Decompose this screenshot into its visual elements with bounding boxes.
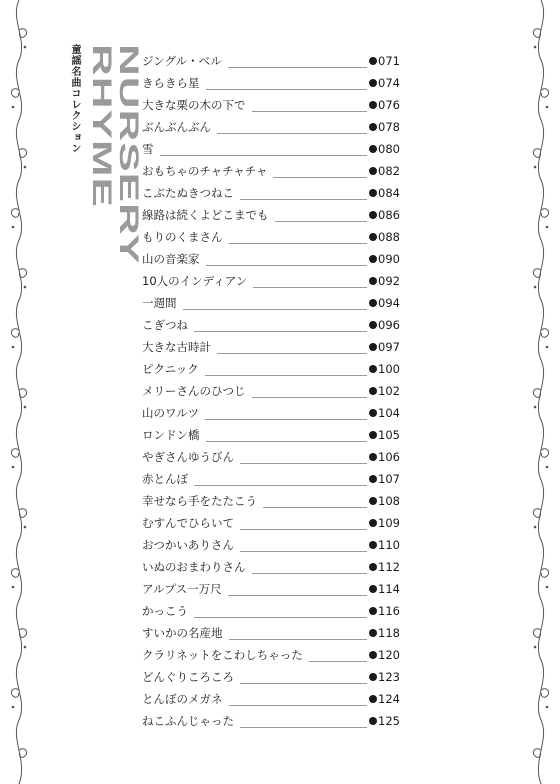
- toc-entry-page: 102: [378, 384, 400, 398]
- toc-entry[interactable]: [142, 138, 404, 160]
- toc-entry[interactable]: [142, 402, 404, 424]
- toc-entry[interactable]: [142, 644, 404, 666]
- toc-entry-page: 118: [378, 626, 400, 640]
- side-subtitle: 童謡名曲コレクション: [69, 44, 80, 154]
- bullet-dot-icon: [369, 79, 377, 87]
- toc-entry[interactable]: [142, 160, 404, 182]
- toc-entry[interactable]: [142, 50, 404, 72]
- toc-entry-title: いぬのおまわりさん: [142, 560, 246, 574]
- toc-entry-page: 104: [378, 406, 400, 420]
- toc-entry-title: かっこう: [142, 604, 188, 618]
- bullet-dot-icon: [369, 387, 377, 395]
- toc-entry-page: 080: [378, 142, 400, 156]
- toc-leader-line: [206, 441, 368, 442]
- toc-entry-title: クラリネットをこわしちゃった: [142, 648, 303, 662]
- toc-leader-line: [229, 243, 368, 244]
- toc-entry-title: おつかいありさん: [142, 538, 234, 552]
- toc-entry[interactable]: [142, 72, 404, 94]
- toc-leader-line: [252, 111, 368, 112]
- toc-leader-line: [228, 595, 367, 596]
- bullet-dot-icon: [369, 563, 377, 571]
- toc-entry-page: 112: [378, 560, 400, 574]
- toc-entry-title: 雪: [142, 142, 154, 156]
- bullet-dot-icon: [369, 101, 377, 109]
- bullet-dot-icon: [369, 57, 377, 65]
- toc-entry-page: 100: [378, 362, 400, 376]
- toc-entry[interactable]: [142, 666, 404, 688]
- toc-entry-page: 110: [378, 538, 400, 552]
- toc-entry-page: 123: [378, 670, 400, 684]
- toc-entry-page: 090: [378, 252, 400, 266]
- toc-leader-line: [240, 199, 367, 200]
- toc-leader-line: [206, 265, 368, 266]
- toc-entry-title: おもちゃのチャチャチャ: [142, 164, 268, 178]
- toc-entry[interactable]: [142, 578, 404, 600]
- toc-entry-page: 116: [378, 604, 400, 618]
- toc-entry-title: ねこふんじゃった: [142, 714, 234, 728]
- toc-entry-page: 125: [378, 714, 400, 728]
- toc-entry[interactable]: [142, 512, 404, 534]
- toc-entry[interactable]: [142, 182, 404, 204]
- toc-entry-page: 108: [378, 494, 400, 508]
- toc-entry[interactable]: [142, 534, 404, 556]
- bullet-dot-icon: [369, 453, 377, 461]
- table-of-contents: [142, 50, 404, 732]
- toc-entry-title: ロンドン橋: [142, 428, 200, 442]
- bullet-dot-icon: [369, 409, 377, 417]
- bullet-dot-icon: [369, 145, 377, 153]
- toc-entry-title: 大きな栗の木の下で: [142, 98, 246, 112]
- toc-leader-line: [205, 419, 367, 420]
- toc-entry-title: こぎつね: [142, 318, 188, 332]
- toc-entry[interactable]: [142, 358, 404, 380]
- toc-entry[interactable]: [142, 336, 404, 358]
- toc-entry[interactable]: [142, 248, 404, 270]
- toc-entry-title: 10人のインディアン: [142, 274, 248, 288]
- toc-leader-line: [160, 155, 368, 156]
- bullet-dot-icon: [369, 519, 377, 527]
- toc-entry[interactable]: [142, 380, 404, 402]
- toc-entry-title: 赤とんぼ: [142, 472, 188, 486]
- toc-leader-line: [229, 705, 368, 706]
- toc-entry-page: 082: [378, 164, 400, 178]
- toc-leader-line: [263, 507, 367, 508]
- toc-entry-page: 094: [378, 296, 400, 310]
- toc-entry-page: 114: [378, 582, 400, 596]
- left-ornamental-border: [6, 0, 32, 784]
- bullet-dot-icon: [369, 607, 377, 615]
- bullet-dot-icon: [369, 277, 377, 285]
- toc-entry[interactable]: [142, 116, 404, 138]
- toc-leader-line: [217, 353, 367, 354]
- toc-entry[interactable]: [142, 204, 404, 226]
- toc-entry-page: 124: [378, 692, 400, 706]
- toc-entry[interactable]: [142, 468, 404, 490]
- bullet-dot-icon: [369, 123, 377, 131]
- toc-entry-title: やぎさんゆうびん: [142, 450, 234, 464]
- bullet-dot-icon: [369, 673, 377, 681]
- toc-entry[interactable]: [142, 226, 404, 248]
- toc-entry-page: 097: [378, 340, 400, 354]
- toc-leader-line: [228, 67, 367, 68]
- toc-entry[interactable]: [142, 490, 404, 512]
- bullet-dot-icon: [369, 717, 377, 725]
- toc-leader-line: [240, 683, 367, 684]
- toc-entry-page: 092: [378, 274, 400, 288]
- toc-entry[interactable]: [142, 292, 404, 314]
- right-ornamental-border: [528, 0, 554, 784]
- toc-leader-line: [309, 661, 367, 662]
- toc-entry-title: メリーさんのひつじ: [142, 384, 246, 398]
- toc-leader-line: [252, 397, 368, 398]
- toc-entry-title: どんぐりころころ: [142, 670, 234, 684]
- bullet-dot-icon: [369, 299, 377, 307]
- toc-leader-line: [273, 177, 367, 178]
- bullet-dot-icon: [369, 629, 377, 637]
- toc-leader-line: [253, 287, 367, 288]
- bullet-dot-icon: [369, 233, 377, 241]
- toc-entry-title: ぶんぶんぶん: [142, 120, 211, 134]
- side-title-text: NURSERY RHYME: [86, 44, 145, 264]
- bullet-dot-icon: [369, 585, 377, 593]
- toc-entry[interactable]: [142, 556, 404, 578]
- toc-entry-page: 078: [378, 120, 400, 134]
- toc-leader-line: [252, 573, 368, 574]
- toc-leader-line: [183, 309, 368, 310]
- bullet-dot-icon: [369, 497, 377, 505]
- toc-entry-title: すいかの名産地: [142, 626, 223, 640]
- toc-entry-title: 幸せなら手をたたこう: [142, 494, 257, 508]
- toc-entry[interactable]: [142, 314, 404, 336]
- toc-entry-page: 071: [378, 54, 400, 68]
- bullet-dot-icon: [369, 189, 377, 197]
- toc-entry-page: 096: [378, 318, 400, 332]
- toc-entry-page: 074: [378, 76, 400, 90]
- toc-entry-title: 大きな古時計: [142, 340, 211, 354]
- toc-entry-title: 線路は続くよどこまでも: [142, 208, 269, 222]
- toc-leader-line: [229, 639, 368, 640]
- toc-leader-line: [205, 375, 367, 376]
- toc-entry-title: 山の音楽家: [142, 252, 200, 266]
- toc-leader-line: [240, 727, 367, 728]
- bullet-dot-icon: [369, 431, 377, 439]
- toc-leader-line: [240, 529, 367, 530]
- toc-entry-title: 山のワルツ: [142, 406, 200, 420]
- toc-entry[interactable]: [142, 446, 404, 468]
- toc-entry-title: 一週間: [142, 296, 177, 310]
- toc-entry-title: きらきら星: [142, 76, 200, 90]
- toc-leader-line: [240, 463, 367, 464]
- toc-entry-page: 105: [378, 428, 400, 442]
- toc-leader-line: [275, 221, 368, 222]
- bullet-dot-icon: [369, 651, 377, 659]
- toc-entry-page: 106: [378, 450, 400, 464]
- toc-entry-page: 076: [378, 98, 400, 112]
- bullet-dot-icon: [369, 211, 377, 219]
- bullet-dot-icon: [369, 167, 377, 175]
- toc-entry-page: 088: [378, 230, 400, 244]
- toc-leader-line: [194, 331, 367, 332]
- bullet-dot-icon: [369, 475, 377, 483]
- toc-leader-line: [206, 89, 368, 90]
- toc-entry[interactable]: [142, 622, 404, 644]
- bullet-dot-icon: [369, 695, 377, 703]
- toc-entry[interactable]: [142, 424, 404, 446]
- bullet-dot-icon: [369, 365, 377, 373]
- toc-entry[interactable]: [142, 600, 404, 622]
- toc-entry-page: 086: [378, 208, 400, 222]
- toc-leader-line: [194, 485, 367, 486]
- toc-entry-title: とんぼのメガネ: [142, 692, 223, 706]
- toc-entry-page: 109: [378, 516, 400, 530]
- toc-leader-line: [194, 617, 367, 618]
- toc-entry-title: むすんでひらいて: [142, 516, 234, 530]
- toc-entry[interactable]: [142, 94, 404, 116]
- toc-entry-title: ジングル・ベル: [142, 54, 222, 68]
- bullet-dot-icon: [369, 255, 377, 263]
- toc-entry-title: こぶたぬきつねこ: [142, 186, 234, 200]
- toc-leader-line: [217, 133, 367, 134]
- toc-entry[interactable]: [142, 710, 404, 732]
- toc-entry-page: 084: [378, 186, 400, 200]
- bullet-dot-icon: [369, 343, 377, 351]
- bullet-dot-icon: [369, 321, 377, 329]
- toc-entry[interactable]: [142, 270, 404, 292]
- toc-entry-page: 107: [378, 472, 400, 486]
- toc-entry[interactable]: [142, 688, 404, 710]
- toc-entry-title: もりのくまさん: [142, 230, 223, 244]
- toc-entry-page: 120: [378, 648, 400, 662]
- toc-entry-title: アルプス一万尺: [142, 582, 222, 596]
- bullet-dot-icon: [369, 541, 377, 549]
- toc-leader-line: [240, 551, 367, 552]
- toc-entry-title: ピクニック: [142, 362, 199, 376]
